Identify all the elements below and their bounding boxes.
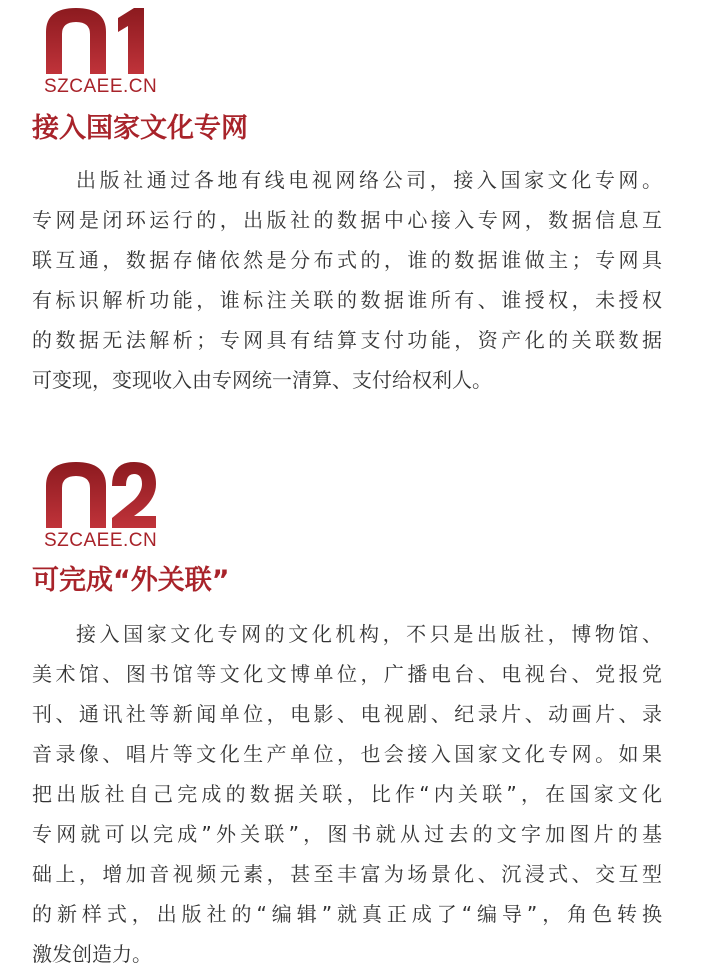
paragraph-line: 有标识解析功能，谁标注关联的数据谁所有、谁授权，未授权 [32,288,662,312]
section-heading: 接入国家文化专网 [32,113,248,144]
paragraph-line: 础上，增加音视频元素，甚至丰富为场景化、沉浸式、交互型 [32,862,662,886]
number-02-graphic [44,458,160,530]
paragraph-line: 把出版社自己完成的数据关联，比作“内关联”，在国家文化 [32,782,662,806]
paragraph-line: 专网是闭环运行的，出版社的数据中心接入专网，数据信息互 [32,208,662,232]
section-number-badge-2 [44,458,174,554]
section-number-badge-1 [44,4,174,100]
paragraph-line: 出版社通过各地有线电视网络公司，接入国家文化专网。 [76,168,662,192]
section-paragraph [32,614,662,974]
site-label: SZCAEE.CN [44,76,158,97]
paragraph-line: 的数据无法解析；专网具有结算支付功能，资产化的关联数据 [32,328,662,352]
paragraph-line: 可变现，变现收入由专网统一清算、支付给权利人。 [32,368,492,392]
paragraph-line: 刊、通讯社等新闻单位，电影、电视剧、纪录片、动画片、录 [32,702,662,726]
paragraph-line: 美术馆、图书馆等文化文博单位，广播电台、电视台、党报党 [32,662,662,686]
section-heading: 可完成“外关联” [32,565,230,596]
site-label: SZCAEE.CN [44,530,158,551]
paragraph-line: 联互通，数据存储依然是分布式的，谁的数据谁做主；专网具 [32,248,662,272]
paragraph-line: 接入国家文化专网的文化机构，不只是出版社，博物馆、 [76,622,662,646]
section-paragraph [32,160,662,400]
paragraph-line: 激发创造力。 [32,942,152,966]
number-01-graphic [44,4,154,76]
paragraph-line: 专网就可以完成”外关联”，图书就从过去的文字加图片的基 [32,822,662,846]
paragraph-line: 音录像、唱片等文化生产单位，也会接入国家文化专网。如果 [32,742,662,766]
paragraph-line: 的新样式，出版社的“编辑”就真正成了“编导”，角色转换 [32,902,662,926]
